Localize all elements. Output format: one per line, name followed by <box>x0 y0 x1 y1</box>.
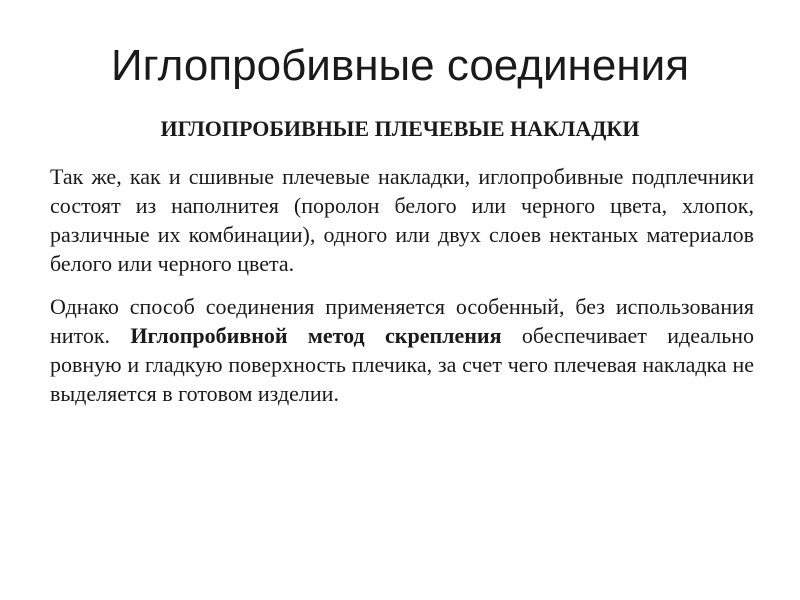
paragraph-1: Так же, как и сшивные плечевые накладки, иглопробивные подплечники состоят из наполнитея (поролон белого или черного цвета, хлопок, различные их комбинации), одного или двух слоев нектаных материалов белого или черного цвета. <box>50 164 754 276</box>
paragraph-2-text-before: Однако способ соединения применяется особенный, без использования ниток. <box>50 294 754 348</box>
slide-subtitle: ИГЛОПРОБИВНЫЕ ПЛЕЧЕВЫЕ НАКЛАДКИ <box>160 116 640 141</box>
slide-title: Иглопробивные соединения <box>110 41 690 90</box>
slide-body <box>50 162 754 422</box>
paragraph-2-text-after: обеспечивает идеально ровную и гладкую поверхность плечика, за счет чего плечевая накладка не выделяется в готовом изделии. <box>50 323 755 406</box>
paragraph-2-bold-term: Иглопробивной метод скрепления <box>130 323 502 348</box>
paragraph-2 <box>50 292 754 408</box>
